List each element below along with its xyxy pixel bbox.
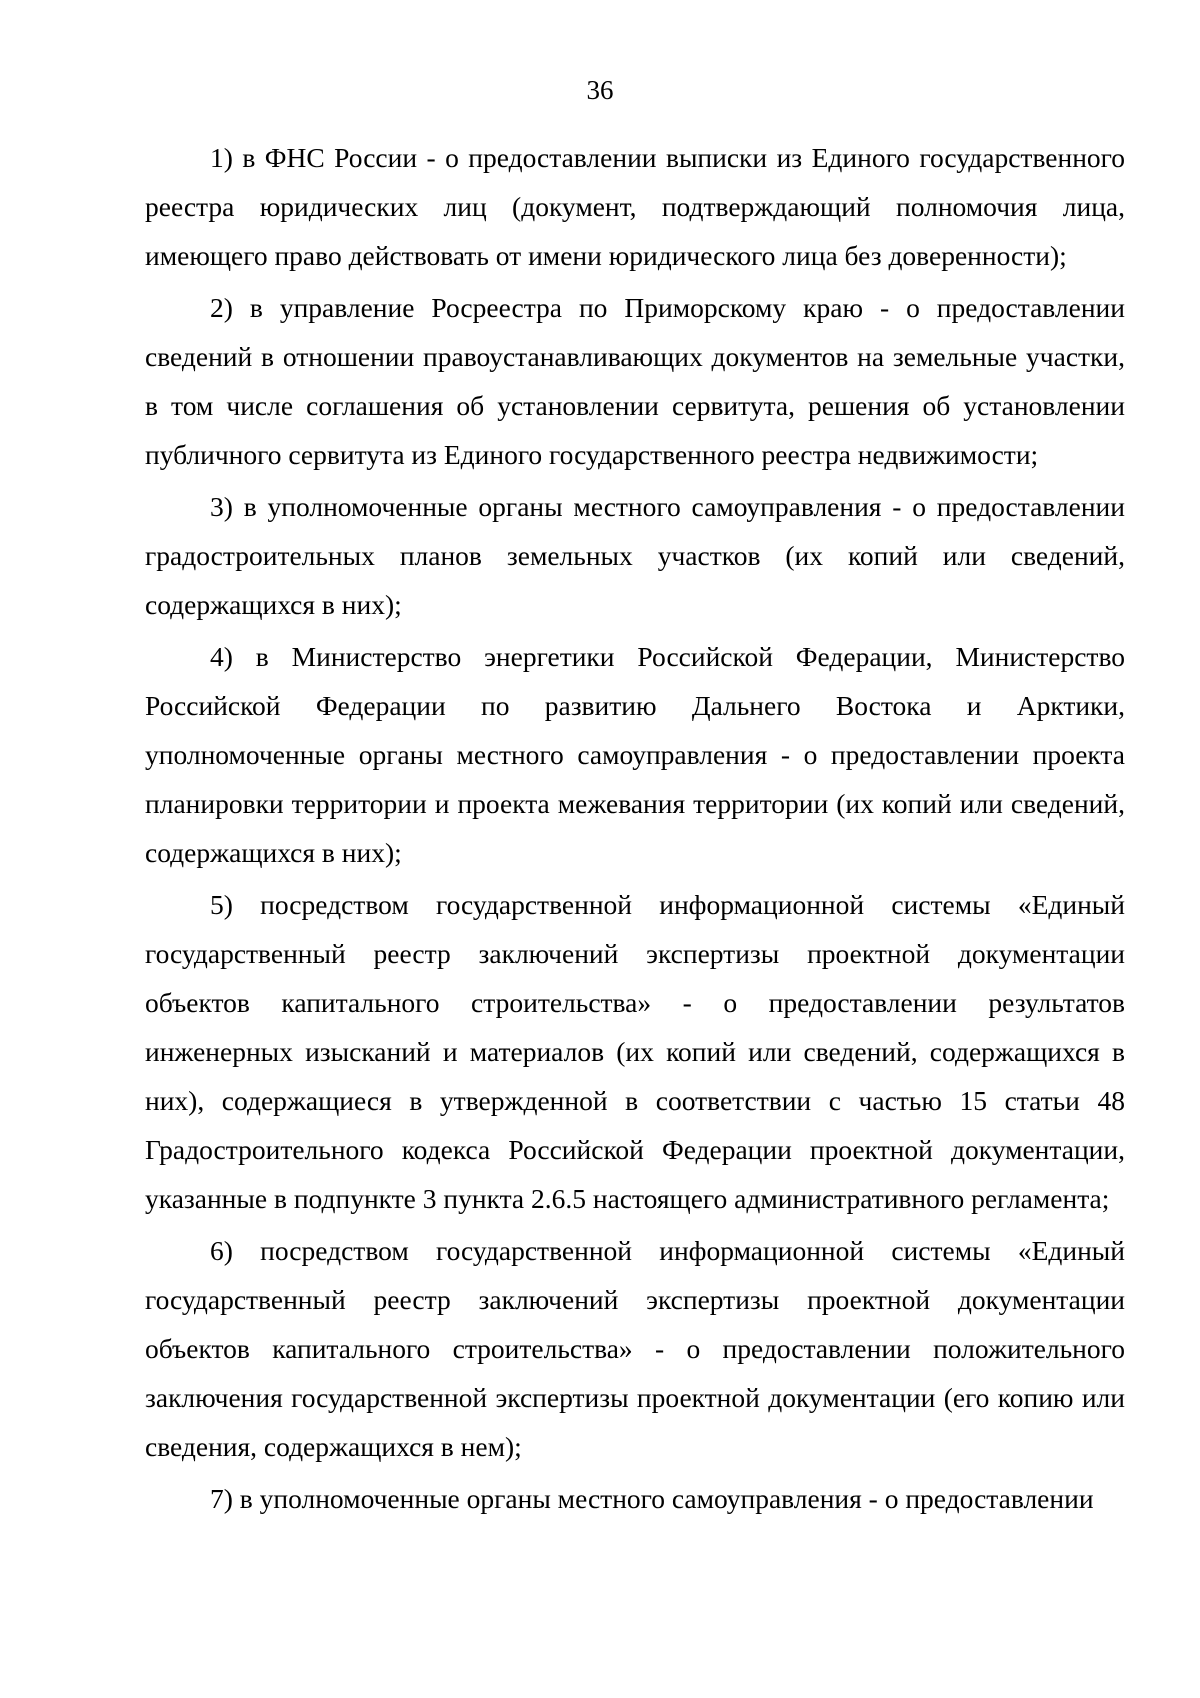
paragraph-item-5: 5) посредством государственной информационной системы «Единый государственный реестр заключений экспертизы проектной документации объектов капитального строительства» - о предоставлении результатов инженерных изысканий и материалов (их копий или сведений, содержащихся в них), содержащиеся в утвержденной в соответствии с частью 15 статьи 48 Градостроительного кодекса Российской Федерации проектной документации, указанные в подпункте 3 пункта 2.6.5 настоящего административного регламента; [145, 889, 1125, 1214]
paragraph-item-3: 3) в уполномоченные органы местного самоуправления - о предоставлении градостроительных планов земельных участков (их копий или сведений, содержащихся в них); [145, 491, 1125, 620]
paragraph-item-2: 2) в управление Росреестра по Приморскому краю - о предоставлении сведений в отношении правоустанавливающих документов на земельные участки, в том числе соглашения об установлении сервитута, решения об установлении публичного сервитута из Единого государственного реестра недвижимости; [145, 292, 1125, 470]
page-number: 36 [586, 75, 614, 105]
document-body [145, 133, 1125, 1526]
paragraph-item-6: 6) посредством государственной информационной системы «Единый государственный реестр заключений экспертизы проектной документации объектов капитального строительства» - о предоставлении положительного заключения государственной экспертизы проектной документации (его копию или сведения, содержащихся в нем); [145, 1235, 1125, 1462]
paragraph-item-4: 4) в Министерство энергетики Российской Федерации, Министерство Российской Федерации по развитию Дальнего Востока и Арктики, уполномоченные органы местного самоуправления - о предоставлении проекта планировки территории и проекта межевания территории (их копий или сведений, содержащихся в них); [145, 641, 1125, 868]
paragraph-item-7: 7) в уполномоченные органы местного самоуправления - о предоставлении [210, 1483, 1094, 1514]
paragraph-item-1: 1) в ФНС России - о предоставлении выписки из Единого государственного реестра юридических лиц (документ, подтверждающий полномочия лица, имеющего право действовать от имени юридического лица без доверенности); [145, 142, 1125, 271]
